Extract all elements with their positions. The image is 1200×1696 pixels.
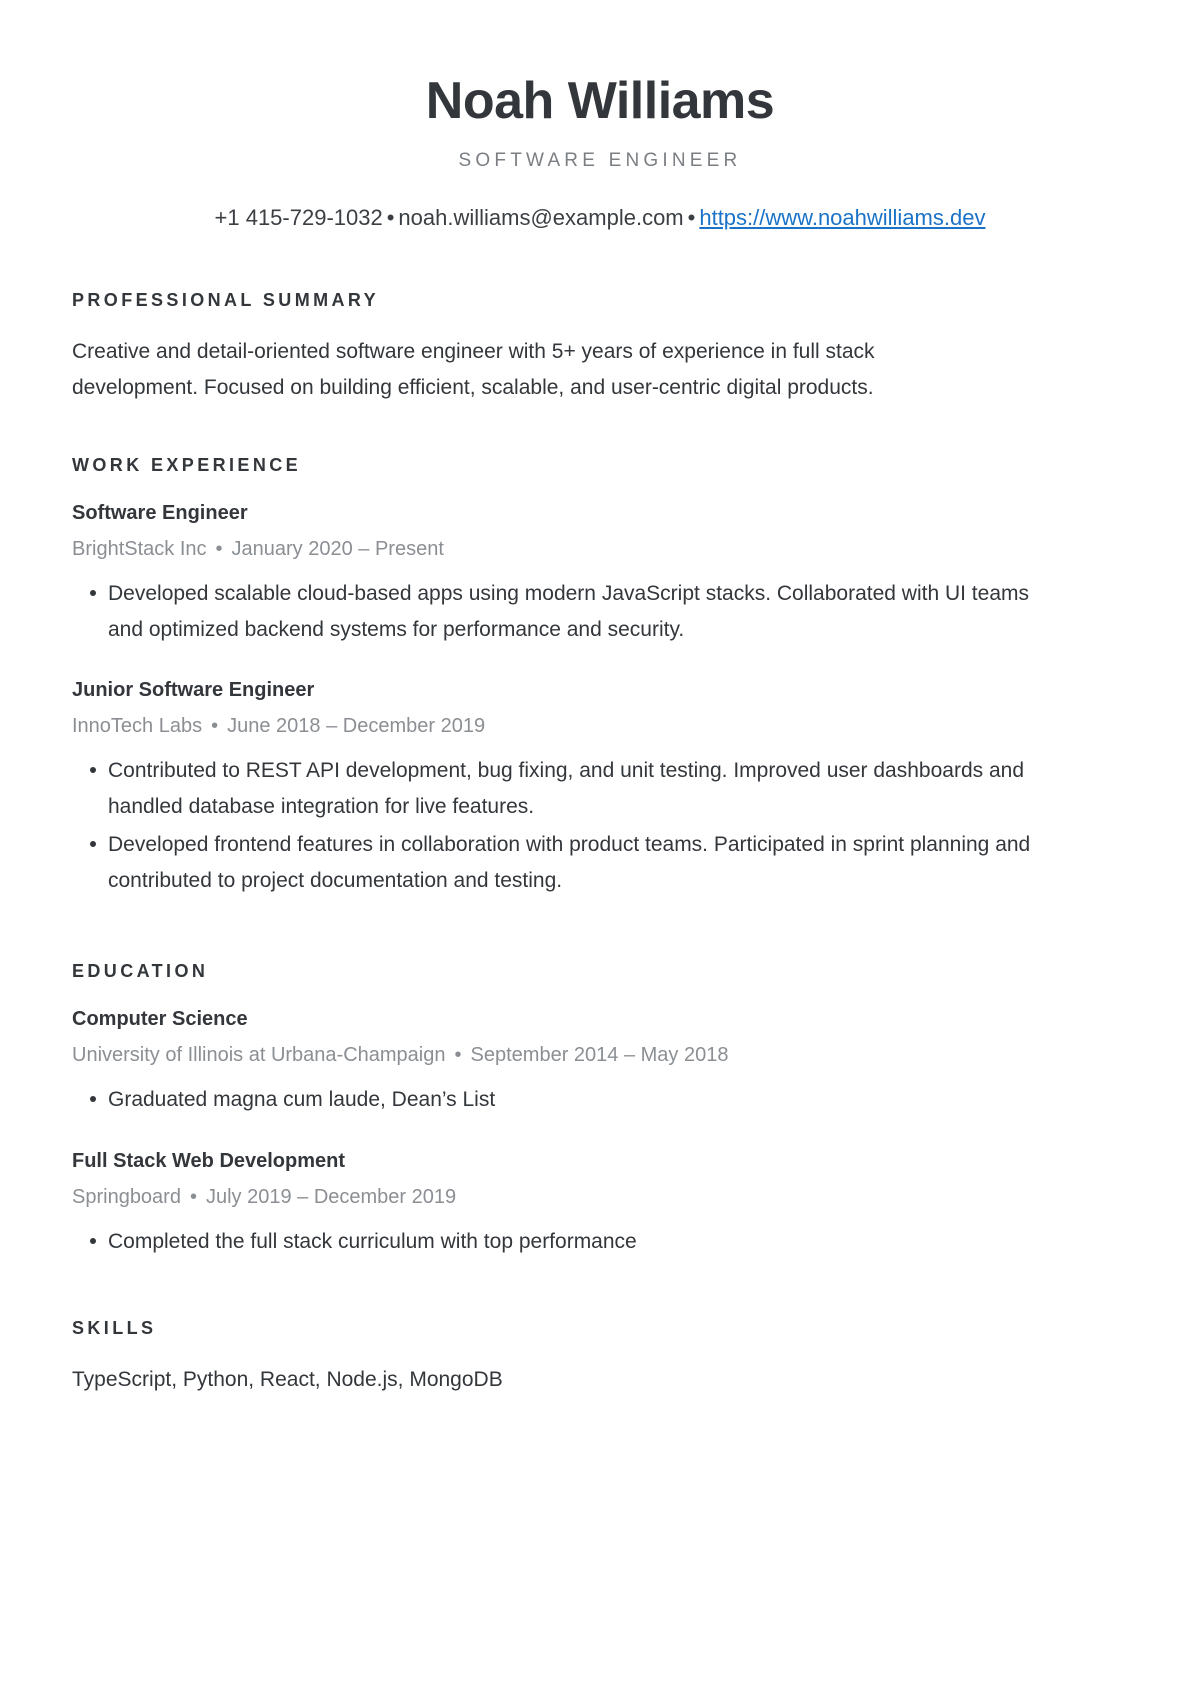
education-meta (72, 1183, 1128, 1212)
work-dates: January 2020 – Present (231, 537, 444, 560)
contact-line (72, 203, 1128, 234)
work-role: Junior Software Engineer (72, 679, 315, 702)
work-entry (72, 676, 1128, 899)
work-meta (72, 712, 1128, 741)
professional-title: SOFTWARE ENGINEER (458, 149, 742, 171)
education-program: Full Stack Web Development (72, 1149, 346, 1172)
work-bullet: Developed frontend features in collaboration with product teams. Participated in sprint planning and contributed to project documentation and testing. (72, 827, 1032, 899)
contact-separator-2: • (687, 204, 696, 230)
education-institution: Springboard (72, 1185, 181, 1208)
education-meta-separator: • (189, 1185, 197, 1208)
work-organization: InnoTech Labs (72, 715, 203, 738)
education-meta-separator: • (454, 1044, 462, 1067)
education-bullet-list (72, 1224, 1128, 1260)
skills-text: TypeScript, Python, React, Node.js, MongoDB (72, 1367, 503, 1391)
contact-email: noah.williams@example.com (398, 204, 684, 230)
work-bullet: Contributed to REST API development, bug fixing, and unit testing. Improved user dashboards and handled database integration for live features. (72, 753, 1032, 825)
section-heading-summary: PROFESSIONAL SUMMARY (72, 289, 380, 310)
section-work-experience (72, 455, 1128, 900)
education-bullet-list (72, 1082, 1128, 1118)
contact-phone: +1 415-729-1032 (214, 204, 383, 230)
education-institution: University of Illinois at Urbana-Champaign (72, 1044, 446, 1067)
education-entry (72, 1005, 1128, 1118)
work-meta-separator: • (215, 537, 223, 560)
contact-separator-1: • (386, 204, 395, 230)
section-heading-skills: SKILLS (72, 1317, 157, 1338)
work-meta (72, 535, 1128, 564)
work-organization: BrightStack Inc (72, 537, 207, 560)
work-bullet-list (72, 576, 1128, 648)
education-dates: July 2019 – December 2019 (205, 1185, 457, 1208)
resume-header (72, 62, 1128, 234)
education-meta (72, 1041, 1128, 1070)
education-dates: September 2014 – May 2018 (470, 1044, 729, 1067)
summary-text: Creative and detail-oriented software engineer with 5+ years of experience in full stack development. Focused on building efficient, scalable, and user-centric digital products. (72, 339, 875, 399)
section-heading-education: EDUCATION (72, 961, 209, 982)
work-entry (72, 499, 1128, 648)
page-title: Noah Williams (425, 72, 775, 130)
section-education (72, 961, 1128, 1259)
work-bullet-list (72, 753, 1128, 899)
work-dates: June 2018 – December 2019 (227, 715, 486, 738)
contact-website-link[interactable]: https://www.noahwilliams.dev (699, 204, 986, 230)
education-program: Computer Science (72, 1008, 248, 1031)
section-heading-work: WORK EXPERIENCE (72, 454, 302, 475)
section-skills (72, 1318, 1128, 1398)
work-meta-separator: • (211, 715, 219, 738)
section-professional-summary (72, 290, 1128, 406)
work-bullet: Developed scalable cloud-based apps using modern JavaScript stacks. Collaborated with UI teams and optimized backend systems for performance and security. (72, 576, 1032, 648)
education-bullet: Completed the full stack curriculum with top performance (72, 1224, 1032, 1260)
work-role: Software Engineer (72, 501, 248, 524)
education-bullet: Graduated magna cum laude, Dean’s List (72, 1082, 1032, 1118)
education-entry (72, 1147, 1128, 1260)
